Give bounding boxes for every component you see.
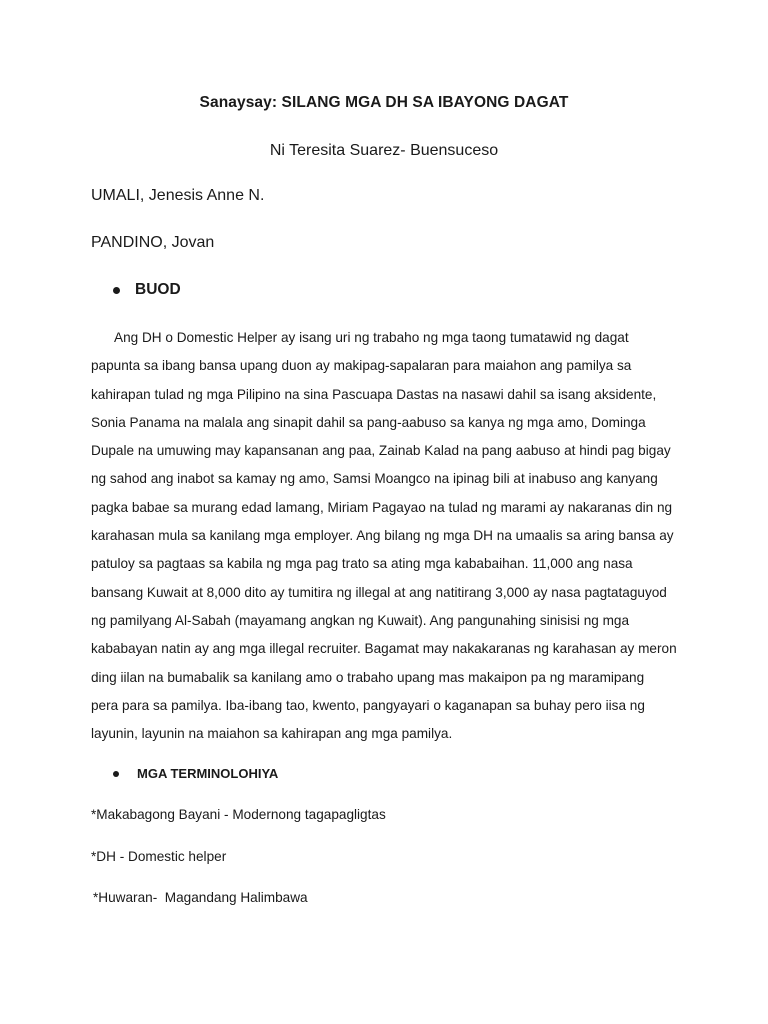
essay-title: Sanaysay: SILANG MGA DH SA IBAYONG DAGAT xyxy=(199,94,569,111)
essay-author: Ni Teresita Suarez- Buensuceso xyxy=(269,142,499,159)
paragraph-line: papunta sa ibang bansa upang duon ay makipag-sapalaran para maiahon ang pamilya sa xyxy=(91,358,632,374)
bullet-icon xyxy=(113,771,119,777)
paragraph-line: layunin, layunin na maiahon sa kahirapan ang mga pamilya. xyxy=(91,726,453,742)
paragraph-line: Dupale na umuwing may kapansanan ang paa, Zainab Kalad na pang aabuso at hindi pag bigay xyxy=(91,443,671,459)
terminolohiya-heading-label: MGA TERMINOLOHIYA xyxy=(137,766,279,781)
paragraph-line: ding iilan na bumabalik sa kanilang amo o trabaho upang mas makaipon pa ng maramipang xyxy=(91,669,645,685)
paragraph-line: bansang Kuwait at 8,000 dito ay tumitira ng illegal at ang natitirang 3,000 ay nasa pagtataguyod xyxy=(91,584,667,600)
student-name-1: UMALI, Jenesis Anne N. xyxy=(91,187,265,204)
paragraph-line: kababayan natin ay ang mga illegal recruiter. Bagamat may nakakaranas ng karahasan ay meron xyxy=(91,641,677,657)
paragraph-line: ng sahod ang inabot sa kamay ng amo, Samsi Moangco na ipinag bili at inabuso ang kanyang xyxy=(91,471,658,487)
term-item: *Huwaran- Magandang Halimbawa xyxy=(93,890,308,905)
paragraph-line: pera para sa pamilya. Iba-ibang tao, kwento, pangyayari o kaganapan sa buhay pero iisa ng xyxy=(91,697,645,713)
paragraph-line: ng pamilyang Al-Sabah (mayamang angkan ng Kuwait). Ang pangunahing sinisisi ng mga xyxy=(91,612,630,628)
paragraph-line: kahirapan tulad ng mga Pilipino na sina Pascuapa Dastas na nasawi dahil sa isang aksidente, xyxy=(91,386,657,402)
bullet-icon xyxy=(113,287,120,294)
term-item: *DH - Domestic helper xyxy=(91,849,227,864)
buod-heading xyxy=(113,281,181,299)
student-name-2: PANDINO, Jovan xyxy=(91,234,215,251)
paragraph-line: Ang DH o Domestic Helper ay isang uri ng trabaho ng mga taong tumatawid ng dagat xyxy=(114,330,629,345)
term-item: *Makabagong Bayani - Modernong tagapagligtas xyxy=(91,807,386,822)
paragraph-line: karahasan mula sa kanilang mga employer. Ang bilang ng mga DH na umaalis sa aring bansa ay xyxy=(91,528,674,544)
paragraph-line: patuloy sa pagtaas sa kabila ng mga pag trato sa ating mga kababaihan. 11,000 ang nasa xyxy=(91,556,633,572)
buod-heading-label: BUOD xyxy=(135,281,181,298)
buod-paragraph xyxy=(91,324,691,748)
paragraph-line: Sonia Panama na malala ang sinapit dahil sa pang-aabuso sa kanya ng mga amo, Dominga xyxy=(91,414,646,430)
terminolohiya-heading xyxy=(113,766,278,781)
paragraph-line: pagka babae sa murang edad lamang, Miriam Pagayao na tulad ng marami ay nakaranas din ng xyxy=(91,499,673,515)
